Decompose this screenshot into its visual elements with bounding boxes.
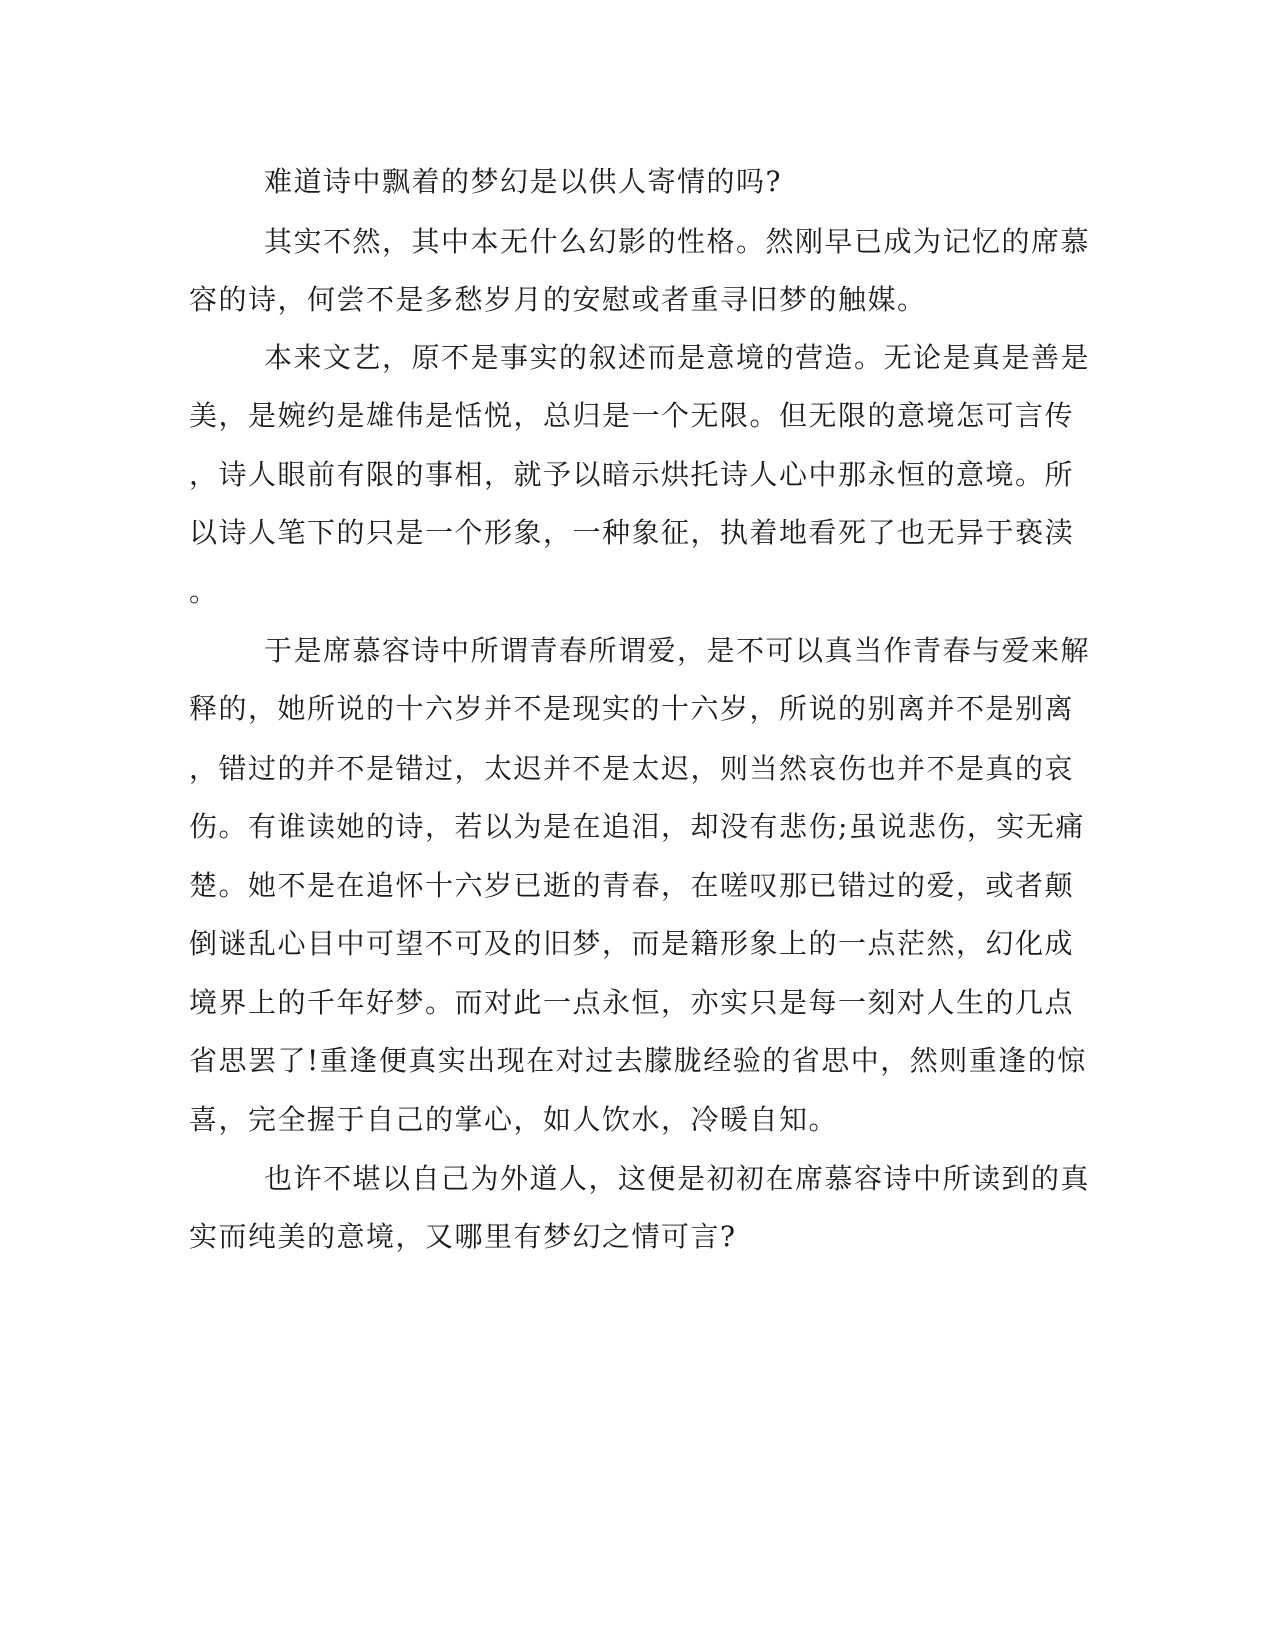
paragraph-line: 容的诗，何尝不是多愁岁月的安慰或者重寻旧梦的触媒。 [189, 283, 927, 316]
paragraph-line: 以诗人笔下的只是一个形象，一种象征，执着地看死了也无异于亵渎 [189, 516, 1075, 549]
paragraph-line: 喜，完全握于自己的掌心，如人饮水，冷暖自知。 [189, 1103, 839, 1136]
paragraph-line: 境界上的千年好梦。而对此一点永恒，亦实只是每一刻对人生的几点 [189, 986, 1075, 1019]
paragraph-line: 也许不堪以自己为外道人，这便是初初在席慕容诗中所读到的真 [264, 1162, 1091, 1195]
paragraph-line: 伤。有谁读她的诗，若以为是在追泪，却没有悲伤;虽说悲伤，实无痛 [189, 810, 1085, 843]
paragraph-line: 难道诗中飘着的梦幻是以供人寄情的吗? [264, 165, 783, 198]
paragraph-line: 美，是婉约是雄伟是恬悦，总归是一个无限。但无限的意境怎可言传 [189, 399, 1075, 432]
paragraph-line: ，错过的并不是错过，太迟并不是太迟，则当然哀伤也并不是真的哀 [189, 752, 1075, 785]
paragraph-line: 本来文艺，原不是事实的叙述而是意境的营造。无论是真是善是 [264, 341, 1091, 374]
paragraph-line: 其实不然，其中本无什么幻影的性格。然刚早已成为记忆的席慕 [264, 225, 1091, 258]
paragraph-line: ，诗人眼前有限的事相，就予以暗示烘托诗人心中那永恒的意境。所 [189, 458, 1075, 491]
paragraph-line: 释的，她所说的十六岁并不是现实的十六岁，所说的别离并不是别离 [189, 692, 1075, 725]
paragraph-line: 于是席慕容诗中所谓青春所谓爱，是不可以真当作青春与爱来解 [264, 634, 1091, 667]
paragraph-line: 。 [189, 575, 219, 608]
paragraph-line: 实而纯美的意境，又哪里有梦幻之情可言? [189, 1220, 737, 1253]
paragraph-line: 倒谜乱心目中可望不可及的旧梦，而是籍形象上的一点茫然，幻化成 [189, 927, 1075, 960]
paragraph-line: 楚。她不是在追怀十六岁已逝的青春，在嗟叹那已错过的爱，或者颠 [189, 869, 1075, 902]
paragraph-line: 省思罢了!重逢便真实出现在对过去朦胧经验的省思中，然则重逢的惊 [189, 1044, 1087, 1077]
